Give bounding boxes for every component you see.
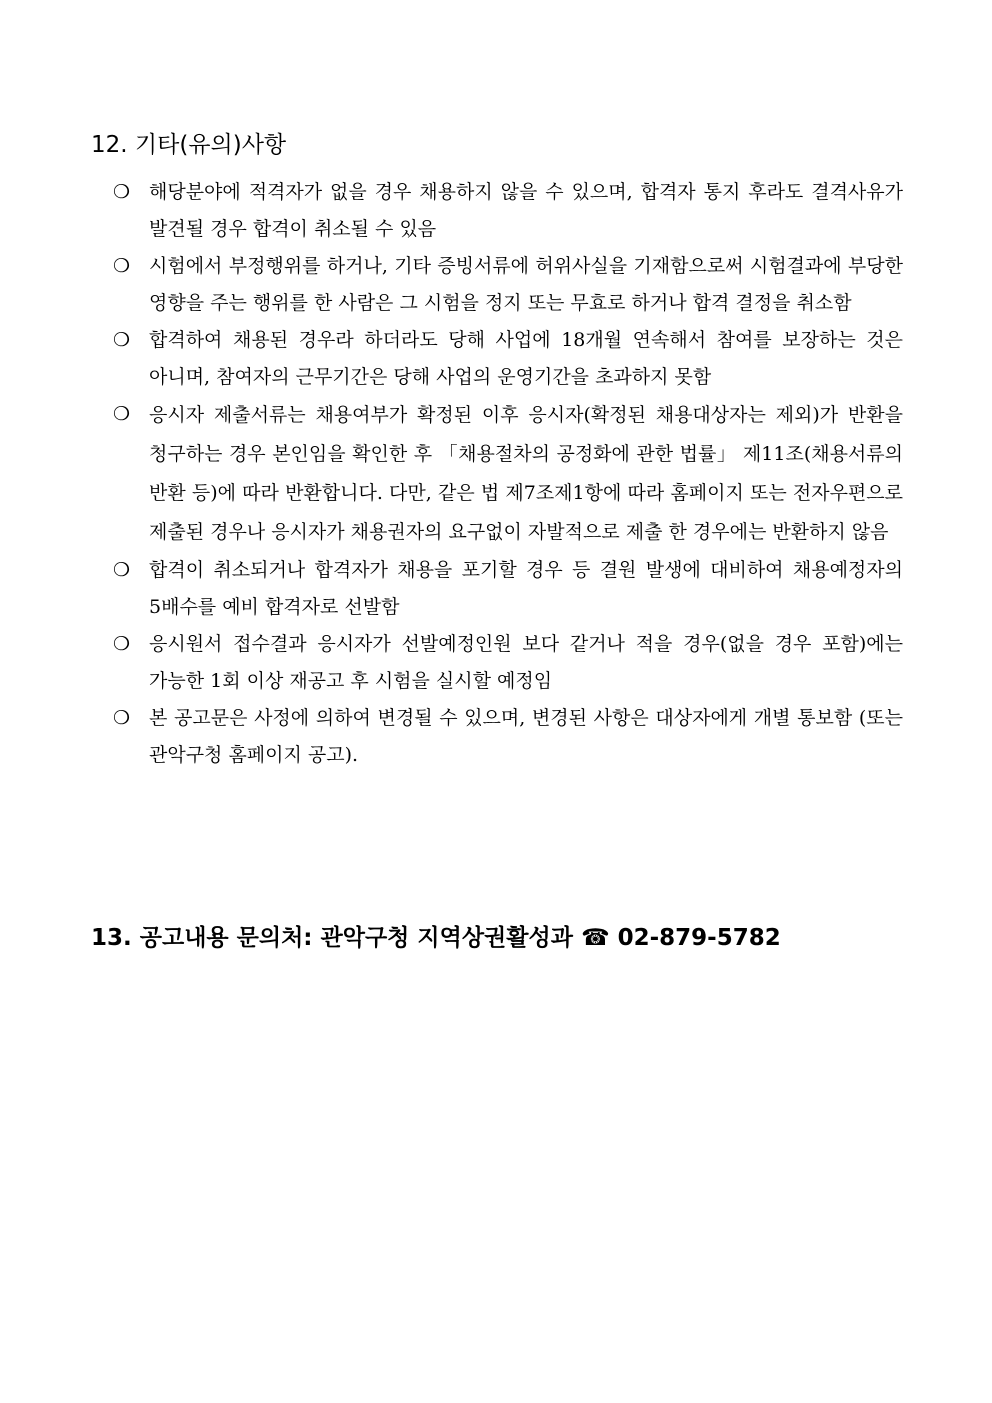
circle-bullet-icon: ❍ — [113, 403, 131, 425]
list-item — [111, 700, 903, 774]
list-item — [111, 552, 903, 626]
section-12-heading — [91, 130, 286, 160]
circle-bullet-icon: ❍ — [113, 181, 131, 203]
circle-bullet-icon: ❍ — [113, 707, 131, 729]
list-item — [111, 626, 903, 700]
list-item — [111, 174, 903, 248]
list-item-text: 합격하여 채용된 경우라 하더라도 당해 사업에 18개월 연속해서 참여를 보장하는 것은 아니며, 참여자의 근무기간은 당해 사업의 운영기간을 초과하지 못함 — [149, 329, 903, 388]
list-item — [111, 322, 903, 396]
section-12-number: 12. — [91, 132, 128, 158]
contact-phone-number: 02-879-5782 — [617, 925, 781, 951]
list-item-text: 시험에서 부정행위를 하거나, 기타 증빙서류에 허위사실을 기재함으로써 시험결과에 부당한 영향을 주는 행위를 한 사람은 그 시험을 정지 또는 무효로 하거나 합격 결정을 취소함 — [149, 255, 903, 314]
list-item — [111, 396, 903, 552]
list-item-text: 응시자 제출서류는 채용여부가 확정된 이후 응시자(확정된 채용대상자는 제외)가 반환을 청구하는 경우 본인임을 확인한 후 「채용절차의 공정화에 관한 법률」 제11조(채용서류의 반환 등)에 따라 반환합니다. 다만, 같은 법 제7조제1항에 따라 홈페이지 또는 전자우편으로 제출된 경우나 응시자가 채용권자의 요구없이 자발적으로 제출 한 경우에는 반환하지 않음 — [149, 404, 903, 543]
section-13-heading — [91, 923, 781, 953]
section-13-title: 공고내용 문의처: 관악구청 지역상권활성과 — [139, 925, 573, 951]
section-13-number: 13. — [91, 925, 132, 951]
list-item-text: 본 공고문은 사정에 의하여 변경될 수 있으며, 변경된 사항은 대상자에게 개별 통보함 (또는 관악구청 홈페이지 공고). — [149, 707, 903, 766]
section-12-title: 기타(유의)사항 — [134, 132, 287, 158]
circle-bullet-icon: ❍ — [113, 255, 131, 277]
circle-bullet-icon: ❍ — [113, 559, 131, 581]
circle-bullet-icon: ❍ — [113, 329, 131, 351]
circle-bullet-icon: ❍ — [113, 633, 131, 655]
list-item-text: 합격이 취소되거나 합격자가 채용을 포기할 경우 등 결원 발생에 대비하여 채용예정자의 5배수를 예비 합격자로 선발함 — [149, 559, 903, 618]
list-item — [111, 248, 903, 322]
notice-list — [111, 174, 903, 774]
list-item-text: 해당분야에 적격자가 없을 경우 채용하지 않을 수 있으며, 합격자 통지 후라도 결격사유가 발견될 경우 합격이 취소될 수 있음 — [149, 181, 903, 240]
phone-icon: ☎ — [580, 925, 610, 951]
list-item-text: 응시원서 접수결과 응시자가 선발예정인원 보다 같거나 적을 경우(없을 경우 포함)에는 가능한 1회 이상 재공고 후 시험을 실시할 예정임 — [149, 633, 903, 692]
